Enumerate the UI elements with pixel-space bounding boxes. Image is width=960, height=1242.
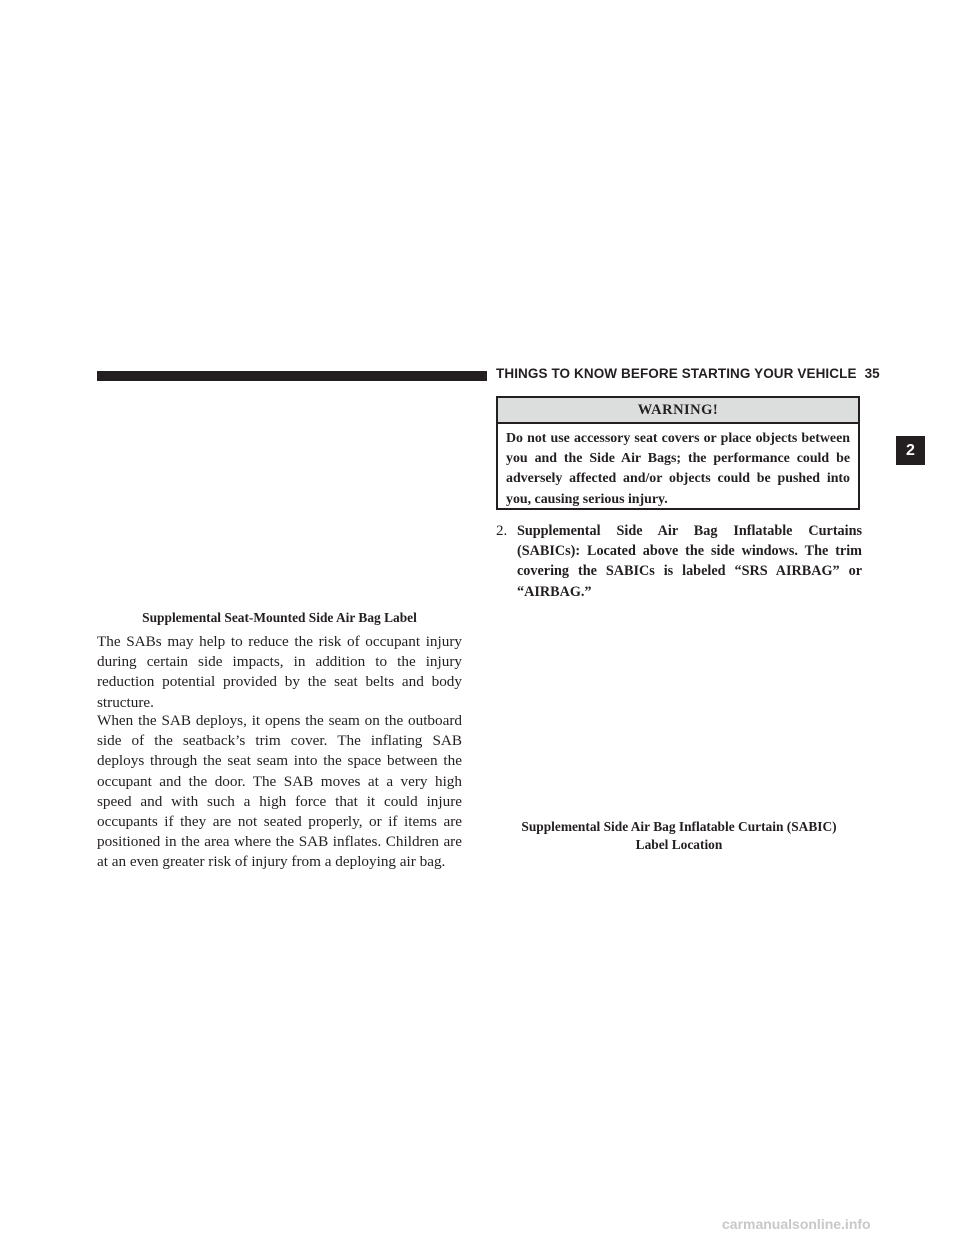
header-rule — [97, 371, 487, 381]
body-paragraph-2: When the SAB deploys, it opens the seam on the outboard side of the seatback’s trim cover. The inflating SAB deploys through the seat seam into the space between the occupant and the door. The SAB moves at a very high speed and with such a high force that it could injure occupants if they are not seated properly, or if items are positioned in the area where the SAB inflates. Children are at an even greater risk of injury from a deploying air bag. — [97, 712, 462, 871]
list-item-sabic — [496, 521, 862, 602]
section-title: THINGS TO KNOW BEFORE STARTING YOUR VEHICLE — [496, 366, 857, 381]
figure-caption-seat-airbag: Supplemental Seat-Mounted Side Air Bag Label — [142, 610, 417, 625]
figure-caption-sabic — [496, 818, 862, 854]
watermark: carmanualsonline.info — [722, 1216, 871, 1232]
warning-title: WARNING! — [498, 398, 858, 424]
figure-caption-sabic-line1: Supplemental Side Air Bag Inflatable Curtain (SABIC) — [521, 819, 837, 834]
warning-text: Do not use accessory seat covers or place objects between you and the Side Air Bags; the performance could be adversely affected and/or objects could be pushed into you, causing serious injury. — [506, 431, 850, 507]
page-number: 35 — [864, 366, 880, 381]
warning-box — [496, 396, 860, 510]
running-header — [496, 366, 880, 381]
list-number: 2. — [496, 523, 508, 539]
chapter-tab: 2 — [896, 436, 925, 465]
list-text: Supplemental Side Air Bag Inflatable Curtains (SABICs): Located above the side windows. The trim covering the SABICs is labeled “SRS AIRBAG” or “AIRBAG.” — [517, 523, 862, 600]
body-paragraph-1: The SABs may help to reduce the risk of occupant injury during certain side impacts, in addition to the injury reduction potential provided by the seat belts and body structure. — [97, 633, 462, 711]
figure-caption-sabic-line2: Label Location — [635, 837, 723, 852]
